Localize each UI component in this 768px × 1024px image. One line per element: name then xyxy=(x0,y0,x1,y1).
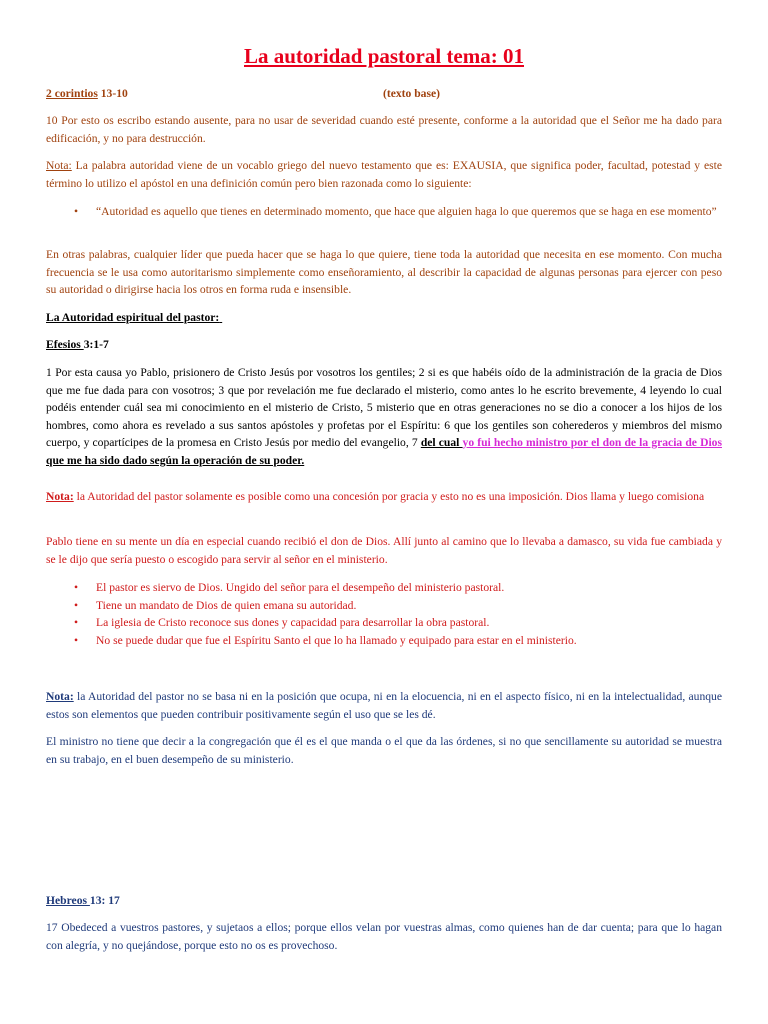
bullet-icon: • xyxy=(74,598,79,612)
list-item-text: “Autoridad es aquello que tienes en determinado momento, que hace que alguien haga lo que queremos que se haga en ese momento” xyxy=(96,205,717,218)
hebreos-verse: 13: 17 xyxy=(89,894,120,907)
list-item xyxy=(46,614,722,632)
efesios-passage-underlined-end: que me ha sido dado según la operación de su poder. xyxy=(46,453,305,467)
note-text: la Autoridad del pastor solamente es posible como una concesión por gracia y esto no es una imposición. Dios llama y luego comisiona xyxy=(73,490,705,503)
list-item xyxy=(46,597,722,615)
note-label: Nota: xyxy=(46,159,72,172)
base-reference-book: 2 corintios xyxy=(46,87,98,100)
list-item-text: El pastor es siervo de Dios. Ungido del señor para el desempeño del ministerio pastoral. xyxy=(96,581,505,594)
note-label: Nota: xyxy=(46,490,74,503)
list-item-text: La iglesia de Cristo reconoce sus dones y capacidad para desarrollar la obra pastoral. xyxy=(96,616,490,629)
note-paragraph-1 xyxy=(46,157,722,192)
section-heading-spiritual-authority xyxy=(46,309,722,327)
page-title: La autoridad pastoral tema: 01 xyxy=(244,44,524,68)
bullet-icon: • xyxy=(74,633,79,647)
list-item xyxy=(46,632,722,650)
hebreos-book: Hebreos xyxy=(46,894,90,907)
efesios-passage-underlined: del cual xyxy=(420,436,463,449)
verse-paragraph-1: 10 Por esto os escribo estando ausente, para no usar de severidad cuando esté presente, conforme a la autoridad que el Señor me ha dado para edificación, y no para destrucción. xyxy=(46,114,722,145)
note-text: La palabra autoridad viene de un vocablo griego del nuevo testamento que es: EXAUSIA, que significa poder, facultad, potestad y este término lo utilizo el apóstol en una definición común pero bien razonada como lo siguiente: xyxy=(46,159,722,190)
base-reference xyxy=(46,85,722,103)
section-heading-text: La Autoridad espiritual del pastor: xyxy=(46,311,220,324)
efesios-passage-text: 1 Por esta causa yo Pablo, prisionero de Cristo Jesús por vosotros los gentiles; 2 si es que habéis oído de la administración de la gracia de Dios que me fue dada para con vosotros; 3 que por revelación me fue declarado el misterio, como antes lo he escrito brevemente, 4 leyendo lo cual podéis entender cuál sea mi conocimiento en el misterio de Cristo, 5 misterio que en otras generaciones no se dio a conocer a los hijos de los hombres, como ahora es revelado a sus santos apóstoles y profetas por el Espíritu: 6 que los gentiles son coherederos y miembros del mismo cuerpo, y copartícipes de la promesa en Cristo Jesús por medio del evangelio, 7 xyxy=(46,366,722,449)
efesios-book: Efesios xyxy=(46,338,84,351)
efesios-reference xyxy=(46,336,722,354)
note-paragraph-3 xyxy=(46,688,722,723)
hebreos-reference xyxy=(46,892,722,910)
heading-underline-rule xyxy=(219,309,313,327)
base-reference-verse: 13-10 xyxy=(97,87,128,100)
bullet-icon: • xyxy=(74,581,79,594)
efesios-passage-highlight: yo fui hecho ministro por el don de la gracia de Dios xyxy=(462,436,722,449)
efesios-verse: 3:1-7 xyxy=(83,338,109,351)
list-item xyxy=(46,579,722,597)
bullet-icon: • xyxy=(74,616,79,629)
base-reference-note: (texto base) xyxy=(383,87,440,100)
note-paragraph-2 xyxy=(46,488,722,506)
definition-list xyxy=(46,203,722,221)
note-text: la Autoridad del pastor no se basa ni en la posición que ocupa, ni en la elocuencia, ni en el aspecto físico, ni en la intelectualidad, aunque estos son elementos que pueden contribuir positivamente según el uso que se les dé. xyxy=(46,690,722,721)
pastor-points-list xyxy=(46,579,722,649)
efesios-passage xyxy=(46,364,722,469)
bullet-icon: • xyxy=(74,205,79,218)
hebreos-passage: 17 Obedeced a vuestros pastores, y sujetaos a ellos; porque ellos velan por vuestras almas, como quienes han de dar cuenta; para que lo hagan con alegría, y no quejándose, porque esto no os es provechoso. xyxy=(46,921,722,952)
explanation-paragraph: En otras palabras, cualquier líder que pueda hacer que se haga lo que quiere, tiene toda la autoridad que necesita en ese momento. Con mucha frecuencia se le usa como autoritarismo simplemente como enseñoramiento, al describir la capacidad de algunas personas para ejercer con peso su autoridad o dirigirse hacia los otros en forma ruda e insensible. xyxy=(46,248,722,296)
note-label: Nota: xyxy=(46,690,74,703)
minister-paragraph: El ministro no tiene que decir a la congregación que él es el que manda o el que da las órdenes, si no que sencillamente su autoridad se muestra en su trabajo, en el buen desempeño de su ministerio. xyxy=(46,735,722,766)
pablo-paragraph: Pablo tiene en su mente un día en especial cuando recibió el don de Dios. Allí junto al camino que lo llevaba a damasco, su vida fue cambiada y se le dijo que sería puesto o escogido para servir al señor en el ministerio. xyxy=(46,535,722,566)
list-item-text: Tiene un mandato de Dios de quien emana su autoridad. xyxy=(96,598,357,612)
list-item xyxy=(46,203,722,221)
list-item-text: No se puede dudar que fue el Espíritu Santo el que lo ha llamado y equipado para estar en el ministerio. xyxy=(96,633,577,647)
